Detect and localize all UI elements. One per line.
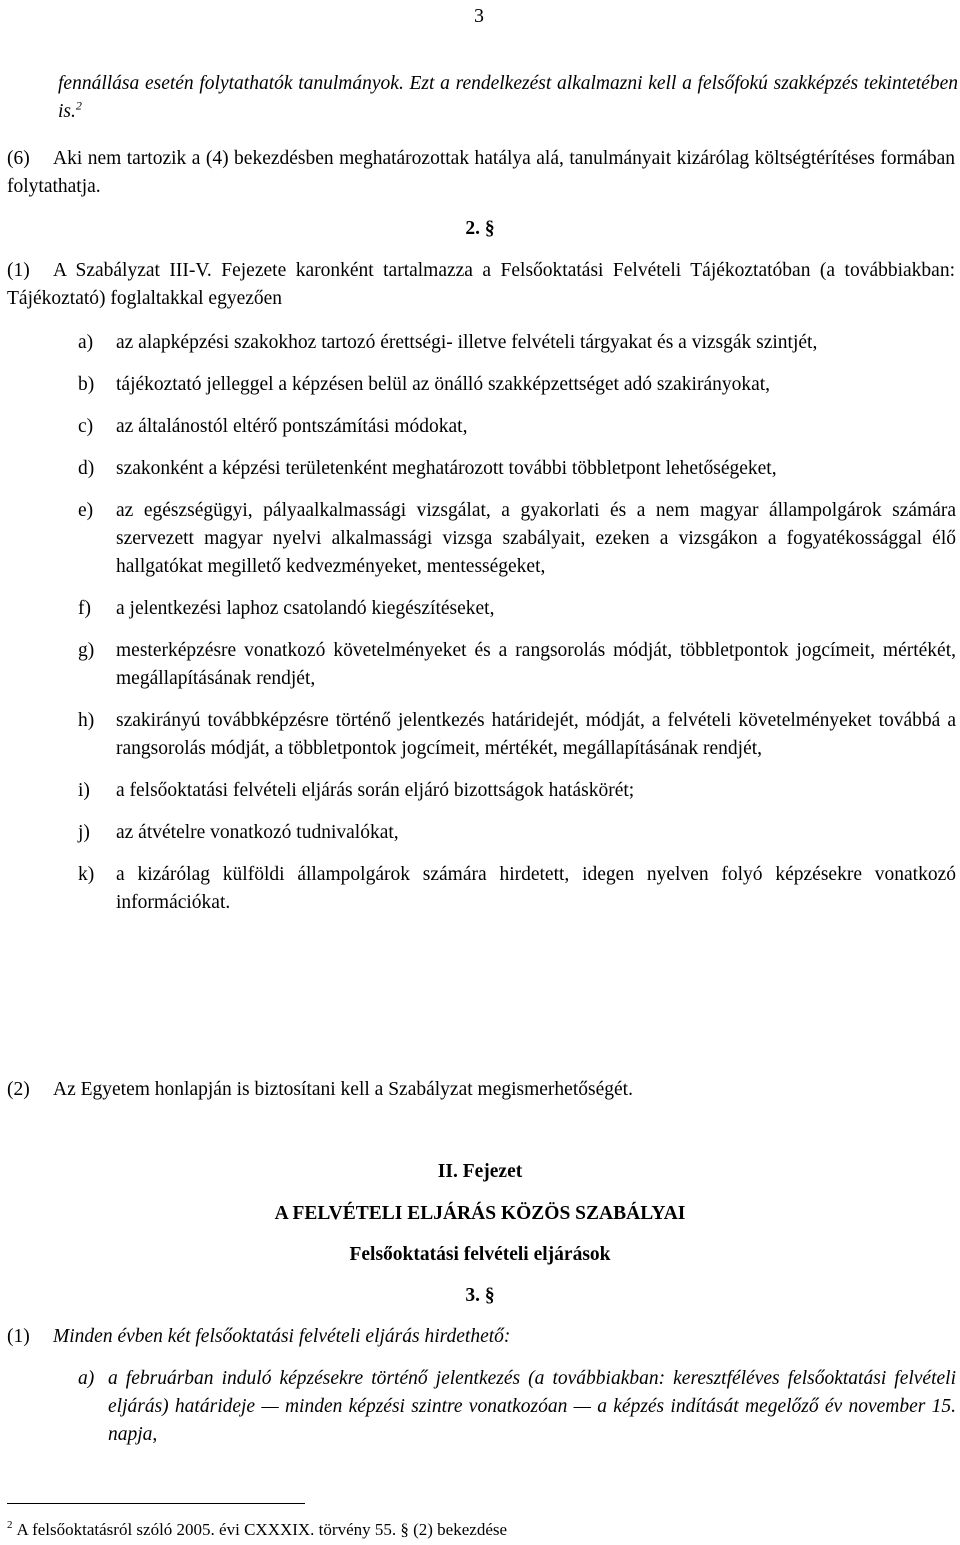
item-label: e) bbox=[78, 500, 94, 521]
item-text: szakirányú továbbképzésre történő jelentkezés határidejét, módját, a felvételi követelményeket továbbá a rangsorolás módját, a többletpontok jogcímeit, mértékét, megállapításának rendjét, bbox=[116, 710, 956, 759]
page-number: 3 bbox=[474, 5, 484, 27]
list-item bbox=[78, 1365, 956, 1449]
paragraph-text: Aki nem tartozik a (4) bekezdésben meghatározottak hatálya alá, tanulmányait kizárólag költségtérítéses formában folytathatja. bbox=[7, 148, 955, 197]
chapter-subtitle: Felsőoktatási felvételi eljárások bbox=[349, 1244, 611, 1265]
list-item bbox=[78, 819, 956, 847]
item-label: c) bbox=[78, 416, 94, 437]
item-text: a kizárólag külföldi állampolgárok számára hirdetett, idegen nyelven folyó képzésekre vonatkozó információkat. bbox=[116, 864, 956, 913]
section-3-heading: 3. § bbox=[465, 1285, 495, 1306]
list-item bbox=[78, 329, 956, 357]
list-item bbox=[78, 861, 956, 917]
item-text: a jelentkezési laphoz csatolandó kiegészítéseket, bbox=[116, 598, 495, 619]
paragraph-text: Minden évben két felsőoktatási felvételi eljárás hirdethető: bbox=[53, 1326, 511, 1347]
item-text: a felsőoktatási felvételi eljárás során eljáró bizottságok hatáskörét; bbox=[116, 780, 635, 801]
paragraph-text: Az Egyetem honlapján is biztosítani kell a Szabályzat megismerhetőségét. bbox=[53, 1079, 633, 1100]
item-label: a) bbox=[78, 332, 94, 353]
list-item bbox=[78, 455, 956, 483]
paragraph-text: A Szabályzat III-V. Fejezete karonként tartalmazza a Felsőoktatási Felvételi Tájékoztatóban (a továbbiakban: Tájékoztató) foglaltakkal egyezően bbox=[7, 260, 955, 309]
chapter-number: II. Fejezet bbox=[437, 1161, 523, 1182]
section-2-item-list bbox=[78, 329, 956, 931]
chapter-title: A FELVÉTELI ELJÁRÁS KÖZÖS SZABÁLYAI bbox=[274, 1203, 686, 1224]
paragraph-number: (1) bbox=[7, 1326, 30, 1347]
item-text: mesterképzésre vonatkozó követelményeket és a rangsorolás módját, többletpontok jogcímeit, mértékét, megállapításának rendjét, bbox=[116, 640, 956, 689]
paragraph-number: (1) bbox=[7, 260, 30, 281]
item-label: j) bbox=[78, 822, 90, 843]
item-label: d) bbox=[78, 458, 95, 479]
item-text: a februárban induló képzésekre történő jelentkezés (a továbbiakban: keresztféléves felsőoktatási felvételi eljárás) határideje — minden képzési szintre vonatkozóan — a képzés indítását megelőző év november 15. napja, bbox=[108, 1368, 956, 1445]
paragraph-6 bbox=[7, 145, 955, 201]
list-item bbox=[78, 497, 956, 581]
section-3-item-list bbox=[78, 1365, 956, 1463]
item-label: a) bbox=[78, 1368, 95, 1389]
footnote-reference: 2 bbox=[75, 98, 82, 113]
footnote bbox=[7, 1516, 507, 1544]
section-2-heading: 2. § bbox=[465, 218, 495, 239]
item-text: szakonként a képzési területenként meghatározott további többletpont lehetőségeket, bbox=[116, 458, 777, 479]
list-item bbox=[78, 413, 956, 441]
section-2-paragraph-2 bbox=[7, 1076, 955, 1104]
list-item bbox=[78, 707, 956, 763]
item-text: az alapképzési szakokhoz tartozó érettségi- illetve felvételi tárgyakat és a vizsgák szintjét, bbox=[116, 332, 818, 353]
continuation-text: fennállása esetén folytathatók tanulmányok. Ezt a rendelkezést alkalmazni kell a felsőfokú szakképzés tekintetében is. bbox=[58, 73, 958, 122]
section-2-paragraph-1 bbox=[7, 257, 955, 313]
item-text: az átvételre vonatkozó tudnivalókat, bbox=[116, 822, 399, 843]
item-label: i) bbox=[78, 780, 90, 801]
list-item bbox=[78, 595, 956, 623]
item-label: g) bbox=[78, 640, 95, 661]
section-3-paragraph-1 bbox=[7, 1323, 955, 1351]
item-text: az általánostól eltérő pontszámítási módokat, bbox=[116, 416, 468, 437]
footnote-marker: 2 bbox=[7, 1519, 13, 1532]
list-item bbox=[78, 777, 956, 805]
item-text: az egészségügyi, pályaalkalmassági vizsgálat, a gyakorlati és a nem magyar állampolgárok számára szervezett magyar nyelvi alkalmassági vizsga szabályait, ezeken a vizsgákon a fogyatékossággal élő hallgatókat megillető kedvezményeket, mentességeket, bbox=[116, 500, 956, 577]
paragraph-number: (6) bbox=[7, 148, 30, 169]
item-label: b) bbox=[78, 374, 95, 395]
paragraph-number: (2) bbox=[7, 1079, 30, 1100]
footnote-text: A felsőoktatásról szóló 2005. évi CXXXIX. törvény 55. § (2) bekezdése bbox=[16, 1520, 508, 1539]
item-label: f) bbox=[78, 598, 91, 619]
footnote-divider bbox=[7, 1503, 305, 1504]
item-text: tájékoztató jelleggel a képzésen belül az önálló szakképzettséget adó szakirányokat, bbox=[116, 374, 771, 395]
item-label: h) bbox=[78, 710, 95, 731]
list-item bbox=[78, 637, 956, 693]
list-item bbox=[78, 371, 956, 399]
continuation-paragraph bbox=[58, 70, 958, 126]
item-label: k) bbox=[78, 864, 95, 885]
